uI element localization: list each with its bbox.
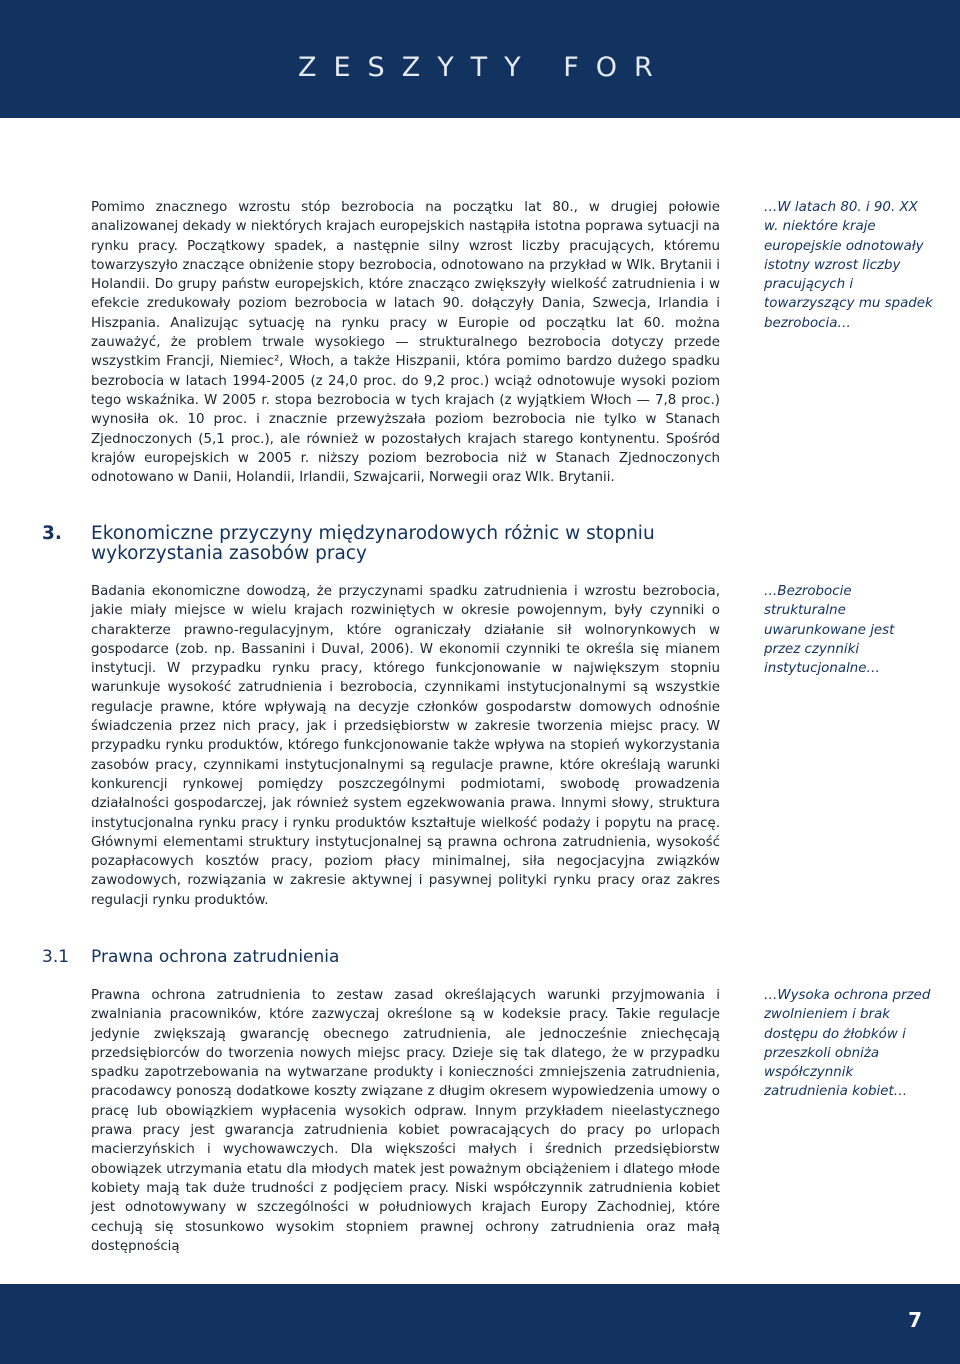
section-3-1-paragraph xyxy=(91,986,720,1256)
header-band xyxy=(0,0,960,118)
section-3-sidenote: …Bezrobocie strukturalne uwarunkowane jest przez czynniki instytucjonalne… xyxy=(764,584,895,677)
section-3-1-number: 3.1 xyxy=(42,947,70,967)
series-title: ZESZYTY FOR xyxy=(298,52,670,83)
section-3-1-paragraph-text: Prawna ochrona zatrudnienia to zestaw zasad określających warunki przyjmowania i zwalniania pracowników, które zazwyczaj określone są w kodeksie pracy. Takie regulacje jedynie zwiększają gwarancję obecnego zatrudnienia, ale jednocześnie zniechęcają przedsiębiorców do tworzenia nowych miejsc pracy. Dzieje się tak dlatego, że w przypadku spadku zapotrzebowania na wytwarzane produkty i konieczności zmniejszenia zatrudnienia, pracodawcy ponoszą dodatkowe koszty związane z długim okresem wypowiedzenia umowy o pracę lub obowiązkiem wypłacenia wysokich odpraw. Innym przykładem nieelastycznego prawa pracy jest gwarancja zatrudnienia kobiet powracających do pracy po urlopach macierzyńskich i wychowawczych. Dla większości małych i średnich przedsiębiorstw obowiązek utrzymania etatu dla młodych matek jest poważnym obciążeniem i dlatego młode kobiety mają tak duże trudności z podjęciem pracy. Niski współczynnik zatrudnienia kobiet jest odnotowywany w szczególności w południowych krajach Europy Zachodniej, które cechują się stosunkowo wysokim stopniem prawnej ochrony zatrudnienia oraz małą dostępnością xyxy=(91,988,720,1254)
footer-band xyxy=(0,1284,960,1364)
intro-paragraph xyxy=(91,198,720,487)
page-number: 7 xyxy=(908,1308,922,1332)
section-3-number: 3. xyxy=(42,523,62,544)
section-3-title: Ekonomiczne przyczyny międzynarodowych różnic w stopniu wykorzystania zasobów pracy xyxy=(91,523,655,564)
intro-sidenote: …W latach 80. i 90. XX w. niektóre kraje europejskie odnotowały istotny wzrost liczby pracujących i towarzyszący mu spadek bezrobocia… xyxy=(764,200,933,331)
section-3-1-sidenote: …Wysoka ochrona przed zwolnieniem i brak dostępu do żłobków i przeszkoli obniża współczynnik zatrudnienia kobiet… xyxy=(764,988,931,1100)
section-3-1-title: Prawna ochrona zatrudnienia xyxy=(91,947,340,967)
section-3-paragraph xyxy=(91,582,720,910)
section-3-paragraph-text: Badania ekonomiczne dowodzą, że przyczynami spadku zatrudnienia i wzrostu bezrobocia, jakie miały miejsce w wielu krajach rozwiniętych w okresie powojennym, były czynniki o charakterze prawno-regulacyjnym, które ograniczały działanie sił wolnorynkowych w gospodarce (zob. np. Bassanini i Duval, 2006). W ekonomii czynniki te określa się mianem instytucji. W przypadku rynku pracy, którego funkcjonowanie w największym stopniu warunkuje wysokość zatrudnienia i bezrobocia, czynnikami instytucjonalnymi są wszystkie regulacje prawne, które wpływają na decyzje członków gospodarstw domowych odnośnie świadczenia przez nich pracy, jak i przedsiębiorstw w zakresie tworzenia miejsc pracy. W przypadku rynku produktów, którego funkcjonowanie także wpływa na stopień wykorzystania zasobów pracy, czynnikami instytucjonalnymi są regulacje prawne, które określają warunki konkurencji rynkowej pomiędzy poszczególnymi podmiotami, swobodę prowadzenia działalności gospodarczej, jak również system egzekwowania prawa. Innymi słowy, struktura instytucjonalna rynku pracy i rynku produktów kształtuje wielkość podaży i popytu na pracę. Głównymi elementami struktury instytucjonalnej są prawna ochrona zatrudnienia, wysokość pozapłacowych kosztów pracy, poziom płacy minimalnej, siła negocjacyjna związków zawodowych, rozwiązania w zakresie aktywnej i pasywnej polityki rynku pracy oraz zakres regulacji rynku produktów. xyxy=(91,584,720,908)
intro-paragraph-text: Pomimo znacznego wzrostu stóp bezrobocia na początku lat 80., w drugiej połowie analizowanej dekady w niektórych krajach europejskich nastąpiła istotna poprawa sytuacji na rynku pracy. Początkowy spadek, a następnie silny wzrost liczby pracujących, któremu towarzyszyło znaczące obniżenie stopy bezrobocia, odnotowano na przykład w Wlk. Brytanii i Holandii. Do grupy państw europejskich, które znacząco zwiększyły wielkość zatrudnienia i w efekcie zredukowały poziom bezrobocia w latach 90. dołączyły Dania, Szwecja, Irlandia i Hiszpania. Analizując sytuację na rynku pracy w Europie od początku lat 60. można zauważyć, że problem trwale wysokiego — strukturalnego bezrobocia dotyczy przede wszystkim Francji, Niemiec², Włoch, a także Hiszpanii, która pomimo bardzo dużego spadku bezrobocia w latach 1994-2005 (z 24,0 proc. do 9,2 proc.) wciąż odnotowuje wysoki poziom tego wskaźnika. W 2005 r. stopa bezrobocia w tych krajach (z wyjątkiem Włoch — 7,8 proc.) wynosiła ok. 10 proc. i znacznie przewyższała poziom bezrobocia nie tylko w Stanach Zjednoczonych (5,1 proc.), ale również w pozostałych krajach starego kontynentu. Spośród krajów europejskich w 2005 r. niższy poziom bezrobocia niż w Stanach Zjednoczonych odnotowano w Danii, Holandii, Irlandii, Szwajcarii, Norwegii oraz Wlk. Brytanii. xyxy=(91,200,720,486)
